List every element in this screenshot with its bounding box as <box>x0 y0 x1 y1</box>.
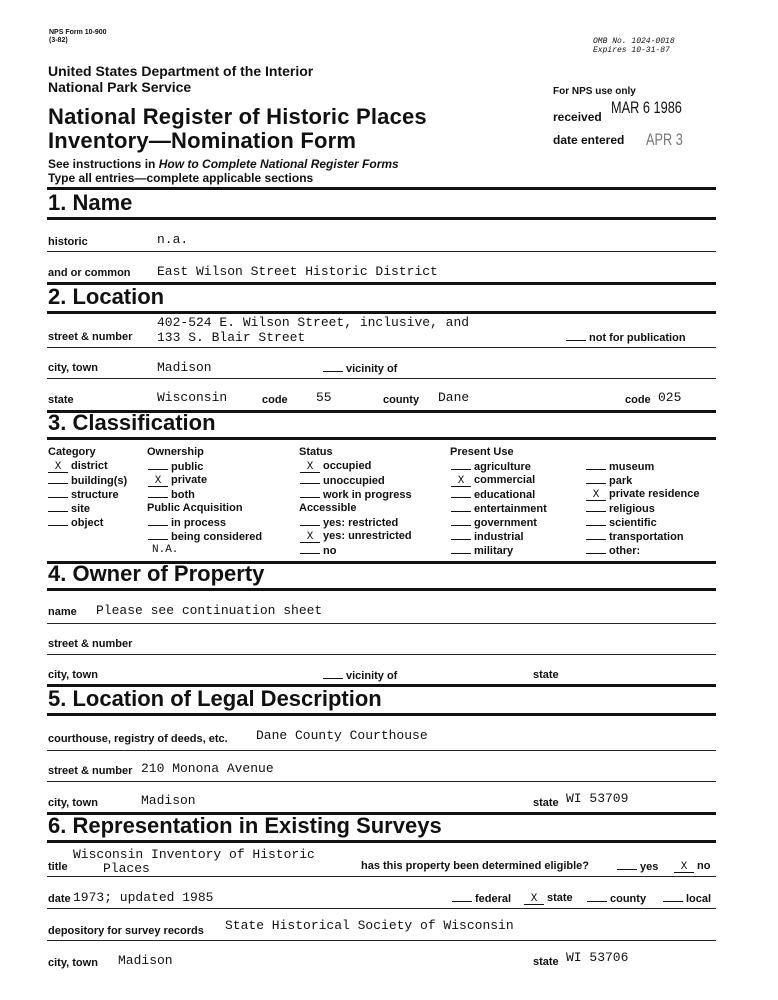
street-number-label: street & number <box>48 331 133 343</box>
checkbox-mark <box>451 502 471 512</box>
classification-option <box>48 474 127 487</box>
legal-city-label: city, town <box>48 797 98 809</box>
section-rule <box>47 840 716 843</box>
field-rule <box>47 908 716 909</box>
street-value-line2: 133 S. Blair Street <box>157 330 306 345</box>
legal-state-value: WI 53709 <box>566 791 629 806</box>
survey-state <box>524 892 573 905</box>
common-name-label: and or common <box>48 267 131 279</box>
classification-option <box>586 488 700 501</box>
county-code-label: code <box>625 394 651 406</box>
instructions-prefix: See instructions in <box>48 157 159 171</box>
historic-value: n.a. <box>157 232 189 247</box>
option-label: occupied <box>323 460 372 472</box>
depository-city-label: city, town <box>48 957 98 969</box>
common-name-value: East Wilson Street Historic District <box>157 264 438 279</box>
option-label: object <box>71 517 104 529</box>
eligible-yes <box>617 860 658 873</box>
local-label: local <box>686 893 712 905</box>
eligible-question: has this property been determined eligible? <box>361 860 589 872</box>
eligible-yes-label: yes <box>640 861 659 873</box>
omb-number: OMB No. 1024-0018 <box>593 37 675 46</box>
courthouse-label: courthouse, registry of deeds, etc. <box>48 733 228 745</box>
option-label: yes: restricted <box>323 517 399 529</box>
checkbox-mark <box>586 502 606 512</box>
option-label: scientific <box>609 517 657 529</box>
legal-state-label: state <box>533 797 559 809</box>
county-label: county <box>383 394 420 406</box>
checkbox-mark <box>586 460 606 470</box>
classification-option <box>451 530 524 543</box>
checkbox-mark <box>300 488 320 498</box>
checkbox-mark <box>148 460 168 470</box>
state-mark: X <box>524 895 544 905</box>
classification-option <box>451 488 535 501</box>
checkbox-mark: X <box>586 491 606 501</box>
checkbox-mark <box>451 516 471 526</box>
street-value-line1: 402-524 E. Wilson Street, inclusive, and <box>157 315 470 330</box>
checkbox-mark <box>300 474 320 484</box>
category-header: Category <box>48 446 96 458</box>
classification-option <box>148 474 207 487</box>
classification-option <box>300 530 412 543</box>
checkbox-mark <box>451 460 471 470</box>
survey-title-line1: Wisconsin Inventory of Historic <box>73 847 315 862</box>
legal-street-value: 210 Monona Avenue <box>141 761 274 776</box>
option-label: commercial <box>474 474 536 486</box>
owner-name-value: Please see continuation sheet <box>96 603 323 618</box>
state-survey-label: state <box>547 892 573 904</box>
federal-label: federal <box>475 893 512 905</box>
checkbox-mark <box>586 544 606 554</box>
depository-state-label: state <box>533 956 559 968</box>
option-label: transportation <box>609 531 684 543</box>
county-mark <box>587 892 607 902</box>
option-label: work in progress <box>323 489 412 501</box>
legal-street-label: street & number <box>48 765 133 777</box>
option-label: industrial <box>474 531 524 543</box>
eligible-yes-mark <box>617 860 637 870</box>
instructions-line <box>48 157 399 171</box>
not-pub-blank <box>566 331 586 341</box>
option-label: in process <box>171 517 227 529</box>
received-stamp: MAR 6 1986 <box>611 98 682 117</box>
owner-street-label: street & number <box>48 638 133 650</box>
status-header: Status <box>299 446 333 458</box>
classification-option <box>451 516 537 529</box>
received-label: received <box>553 110 602 124</box>
state-code-value: 55 <box>316 390 332 405</box>
checkbox-mark <box>451 488 471 498</box>
depository-label: depository for survey records <box>48 925 204 937</box>
option-label: educational <box>474 489 536 501</box>
checkbox-mark <box>48 502 68 512</box>
checkbox-mark: X <box>300 463 320 473</box>
option-label: district <box>71 460 108 472</box>
checkbox-mark <box>586 474 606 484</box>
form-revision: (3-82) <box>49 37 68 44</box>
section-5-title: 5. Location of Legal Description <box>48 686 382 711</box>
classification-option <box>586 460 654 473</box>
federal-mark <box>452 892 472 902</box>
form-title-line2: Inventory—Nomination Form <box>48 128 357 153</box>
option-label: structure <box>71 489 119 501</box>
classification-option <box>48 460 108 473</box>
field-rule <box>47 654 716 655</box>
section-6-title: 6. Representation in Existing Surveys <box>48 813 442 838</box>
classification-option <box>451 544 513 557</box>
instructions-type: Type all entries—complete applicable sections <box>48 171 314 185</box>
option-label: being considered <box>171 531 263 543</box>
survey-county <box>587 892 646 905</box>
checkbox-mark <box>48 488 68 498</box>
field-rule <box>47 347 716 348</box>
checkbox-mark <box>148 530 168 540</box>
section-rule <box>47 187 716 190</box>
field-rule <box>47 876 716 877</box>
classification-option <box>48 488 119 501</box>
checkbox-mark <box>148 516 168 526</box>
classification-option <box>586 474 632 487</box>
not-for-publication <box>566 331 686 344</box>
option-label: religious <box>609 503 655 515</box>
eligible-no <box>674 860 710 873</box>
checkbox-mark <box>586 516 606 526</box>
classification-option <box>451 502 547 515</box>
classification-option <box>48 502 90 515</box>
classification-option <box>300 544 336 557</box>
service-name: National Park Service <box>48 79 192 95</box>
field-rule <box>47 940 716 941</box>
legal-city-value: Madison <box>141 793 196 808</box>
option-label: public <box>171 461 204 473</box>
option-label: military <box>474 545 514 557</box>
not-pub-label: not for publication <box>589 332 686 344</box>
classification-option <box>148 516 226 529</box>
local-mark <box>663 892 683 902</box>
option-label: site <box>71 503 90 515</box>
field-rule <box>47 251 716 252</box>
vicinity-label: vicinity of <box>346 363 398 375</box>
city-value: Madison <box>157 360 212 375</box>
public-acquisition-header: Public Acquisition <box>147 502 243 514</box>
survey-date-value: 1973; updated 1985 <box>73 890 214 905</box>
checkbox-mark: X <box>48 463 68 473</box>
present-use-header: Present Use <box>450 446 514 458</box>
field-rule <box>47 750 716 751</box>
classification-option <box>300 488 412 501</box>
classification-option <box>300 460 371 473</box>
classification-option <box>148 488 195 501</box>
checkbox-mark <box>300 544 320 554</box>
county-value: Dane <box>438 390 470 405</box>
accessible-header: Accessible <box>299 502 357 514</box>
vicinity-blank <box>323 362 343 372</box>
section-2-title: 2. Location <box>48 284 165 309</box>
historic-label: historic <box>48 236 88 248</box>
eligible-no-label: no <box>697 860 711 872</box>
courthouse-value: Dane County Courthouse <box>256 728 428 743</box>
classification-option <box>451 460 531 473</box>
acquisition-note: N.A. <box>152 544 179 556</box>
date-entered-stamp: APR 3 <box>646 130 683 149</box>
checkbox-mark <box>148 488 168 498</box>
option-label: private <box>171 474 208 486</box>
option-label: government <box>474 517 537 529</box>
classification-option <box>586 544 640 557</box>
survey-date-label: date <box>48 893 71 905</box>
checkbox-mark <box>451 544 471 554</box>
owner-vicinity-label: vicinity of <box>346 670 398 682</box>
classification-option <box>586 530 684 543</box>
checkbox-mark: X <box>300 533 320 543</box>
classification-option <box>300 474 385 487</box>
survey-title-line2: Places <box>103 861 150 876</box>
section-3-title: 3. Classification <box>48 410 216 435</box>
checkbox-mark: X <box>451 477 471 487</box>
classification-option <box>148 460 203 473</box>
checkbox-mark: X <box>148 477 168 487</box>
section-rule <box>47 713 716 716</box>
state-value: Wisconsin <box>157 390 228 405</box>
department-name: United States Department of the Interior <box>48 63 314 79</box>
date-entered-label: date entered <box>553 133 625 147</box>
ownership-header: Ownership <box>147 446 204 458</box>
omb-expires: Expires 10-31-87 <box>593 46 670 55</box>
checkbox-mark <box>451 530 471 540</box>
field-rule <box>47 781 716 782</box>
owner-vicinity-blank <box>323 669 343 679</box>
owner-state-label: state <box>533 669 559 681</box>
state-code-label: code <box>262 394 288 406</box>
form-number: NPS Form 10-900 <box>49 29 107 36</box>
depository-value: State Historical Society of Wisconsin <box>225 918 514 933</box>
option-label: other: <box>609 545 641 557</box>
nps-use-label: For NPS use only <box>553 86 636 97</box>
option-label: park <box>609 475 633 487</box>
state-label: state <box>48 394 74 406</box>
checkbox-mark <box>48 516 68 526</box>
county-code-value: 025 <box>658 390 682 405</box>
section-rule <box>47 217 716 220</box>
option-label: private residence <box>609 488 700 500</box>
owner-vicinity-field <box>323 669 397 682</box>
depository-state-value: WI 53706 <box>566 950 629 965</box>
survey-title-label: title <box>48 861 68 873</box>
option-label: building(s) <box>71 475 128 487</box>
option-label: museum <box>609 461 655 473</box>
classification-option <box>586 516 657 529</box>
owner-city-label: city, town <box>48 669 98 681</box>
option-label: agriculture <box>474 461 531 473</box>
classification-option <box>451 474 535 487</box>
checkbox-mark <box>300 516 320 526</box>
instructions-title: How to Complete National Register Forms <box>158 157 399 171</box>
section-rule <box>47 588 716 591</box>
eligible-no-mark: X <box>674 863 694 873</box>
classification-option <box>148 530 262 543</box>
field-rule <box>47 623 716 624</box>
classification-option <box>48 516 103 529</box>
section-4-title: 4. Owner of Property <box>48 561 265 586</box>
form-title-line1: National Register of Historic Places <box>48 104 427 129</box>
depository-city-value: Madison <box>118 953 173 968</box>
option-label: no <box>323 545 337 557</box>
vicinity-field <box>323 362 397 375</box>
survey-federal <box>452 892 511 905</box>
option-label: entertainment <box>474 503 547 515</box>
classification-option <box>300 516 398 529</box>
section-rule <box>47 437 716 440</box>
option-label: yes: unrestricted <box>323 530 412 542</box>
checkbox-mark <box>48 474 68 484</box>
checkbox-mark <box>586 530 606 540</box>
county-survey-label: county <box>610 893 647 905</box>
owner-name-label: name <box>48 606 77 618</box>
city-label: city, town <box>48 362 98 374</box>
option-label: unoccupied <box>323 475 385 487</box>
option-label: both <box>171 489 195 501</box>
classification-option <box>586 502 655 515</box>
section-1-title: 1. Name <box>48 190 133 215</box>
survey-local <box>663 892 711 905</box>
section-rule <box>47 311 716 314</box>
field-rule <box>47 378 716 379</box>
